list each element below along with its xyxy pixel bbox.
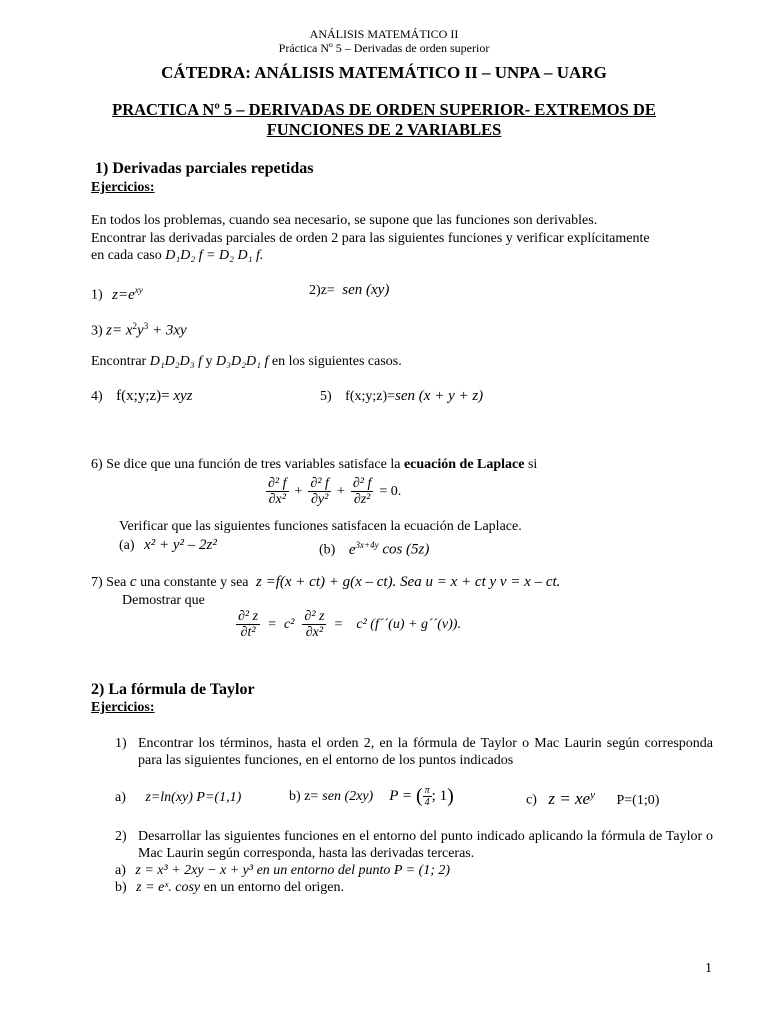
fraction-ztt: $\frac{\text{∂² z}}{\text{∂t²}}$ bbox=[238, 609, 259, 640]
intro-line2: Encontrar las derivadas parciales de orden 2 para las siguientes funciones y verificar explícitamente bbox=[91, 231, 650, 246]
exercise-5: 5) f(x;y;z)=sen (x + y + z) bbox=[320, 388, 484, 404]
verify-laplace: Verificar que las siguientes funciones satisfacen la ecuación de Laplace. bbox=[119, 519, 522, 534]
exercise-1: 1) $z=e^{xy}$ bbox=[91, 285, 143, 303]
header-line1: ANÁLISIS MATEMÁTICO II bbox=[309, 27, 459, 41]
taylor-problem1-num: 1) bbox=[115, 736, 127, 751]
intro-line3: en cada caso D₁D₂ f = D₂ D₁ f. bbox=[91, 248, 264, 263]
fraction-fyy: $\frac{\text{∂² f}}{\text{∂y²}}$ bbox=[310, 476, 329, 507]
fraction-fzz: $\frac{\text{∂² f}}{\text{∂z²}}$ bbox=[352, 476, 372, 507]
taylor-problem1-text: Encontrar los términos, hasta el orden 2, en la fórmula de Taylor o Mac Laurin según corresponda para las siguientes funciones, en el entorno de los puntos indicados bbox=[138, 736, 713, 768]
taylor-a: a) z=ln(xy) P=(1,1) bbox=[115, 790, 242, 805]
exercise-3: 3) $z= x^2y^3 + 3xy$ bbox=[91, 321, 187, 339]
wave-equation: $\frac{\text{∂² z}}{\text{∂t²}}$ = c² $\frac{\text{∂² z}}{\text{∂x²}}$ = c² (f´´(u) + g´´(v)). bbox=[238, 609, 461, 640]
taylor-problem2-text: Desarrollar las siguientes funciones en el entorno del punto indicado aplicando la fórmula de Taylor o Mac Laurin según corresponda, hasta las derivadas terceras. bbox=[138, 829, 713, 861]
taylor-e: b) z = eˣ. cosy en un entorno del origen. bbox=[115, 880, 344, 895]
section1-heading: 1) Derivadas parciales repetidas bbox=[95, 160, 314, 177]
catedra-title: CÁTEDRA: ANÁLISIS MATEMÁTICO II – UNPA – UARG bbox=[161, 63, 607, 82]
exercise-6: 6) Se dice que una función de tres variables satisface la ecuación de Laplace si bbox=[91, 457, 538, 472]
section2-ejercicios: Ejercicios: bbox=[91, 700, 155, 715]
fraction-pi-4: $\frac{\pi}{4}$ bbox=[424, 785, 430, 808]
section2-heading: 2) La fórmula de Taylor bbox=[91, 681, 255, 698]
taylor-b: b) z= sen (2xy) P = ( $\frac{\pi}{4}$ ; 1 ) bbox=[289, 785, 454, 808]
taylor-d: a) z = x³ + 2xy − x + y³ en un entorno del punto P = (1; 2) bbox=[115, 863, 451, 878]
verify-a: (a) x² + y² – 2z² bbox=[119, 537, 217, 553]
fraction-fxx: $\frac{\text{∂² f}}{\text{∂x²}}$ bbox=[268, 476, 287, 507]
demostrar: Demostrar que bbox=[122, 593, 205, 608]
laplace-equation: $\frac{\text{∂² f}}{\text{∂x²}}$ + $\frac{\text{∂² f}}{\text{∂y²}}$ + $\frac{\text{∂² f}}{\text{∂z²}}$ = 0. bbox=[268, 476, 402, 507]
section1-ejercicios: Ejercicios: bbox=[91, 180, 155, 195]
exercise-2: 2)z= sen (xy) bbox=[309, 282, 390, 298]
header-line2: Práctica Nº 5 – Derivadas de orden superior bbox=[278, 41, 490, 55]
practice-title-line2: FUNCIONES DE 2 VARIABLES bbox=[266, 120, 502, 139]
exercise-4: 4) f(x;y;z)= xyz bbox=[91, 388, 193, 404]
taylor-problem2-num: 2) bbox=[115, 829, 127, 844]
exercise-7: 7) Sea c una constante y sea z =f(x + ct) + g(x – ct). Sea u = x + ct y v = x – ct. bbox=[91, 574, 561, 590]
find-derivatives: Encontrar D₁D₂D₃ f y D₃D₂D₁ f en los siguientes casos. bbox=[91, 354, 402, 369]
fraction-zxx: $\frac{\text{∂² z}}{\text{∂x²}}$ bbox=[304, 609, 325, 640]
page-number: 1 bbox=[705, 961, 712, 976]
intro-line1: En todos los problemas, cuando sea necesario, se supone que las funciones son derivables. bbox=[91, 213, 598, 228]
taylor-c: c) $z = xe^y$ P=(1;0) bbox=[526, 788, 660, 808]
practice-title-line1: PRACTICA Nº 5 – DERIVADAS DE ORDEN SUPERIOR- EXTREMOS DE bbox=[112, 100, 656, 119]
verify-b: (b) $e^{3x+4y}$ cos (5z) bbox=[319, 540, 430, 558]
